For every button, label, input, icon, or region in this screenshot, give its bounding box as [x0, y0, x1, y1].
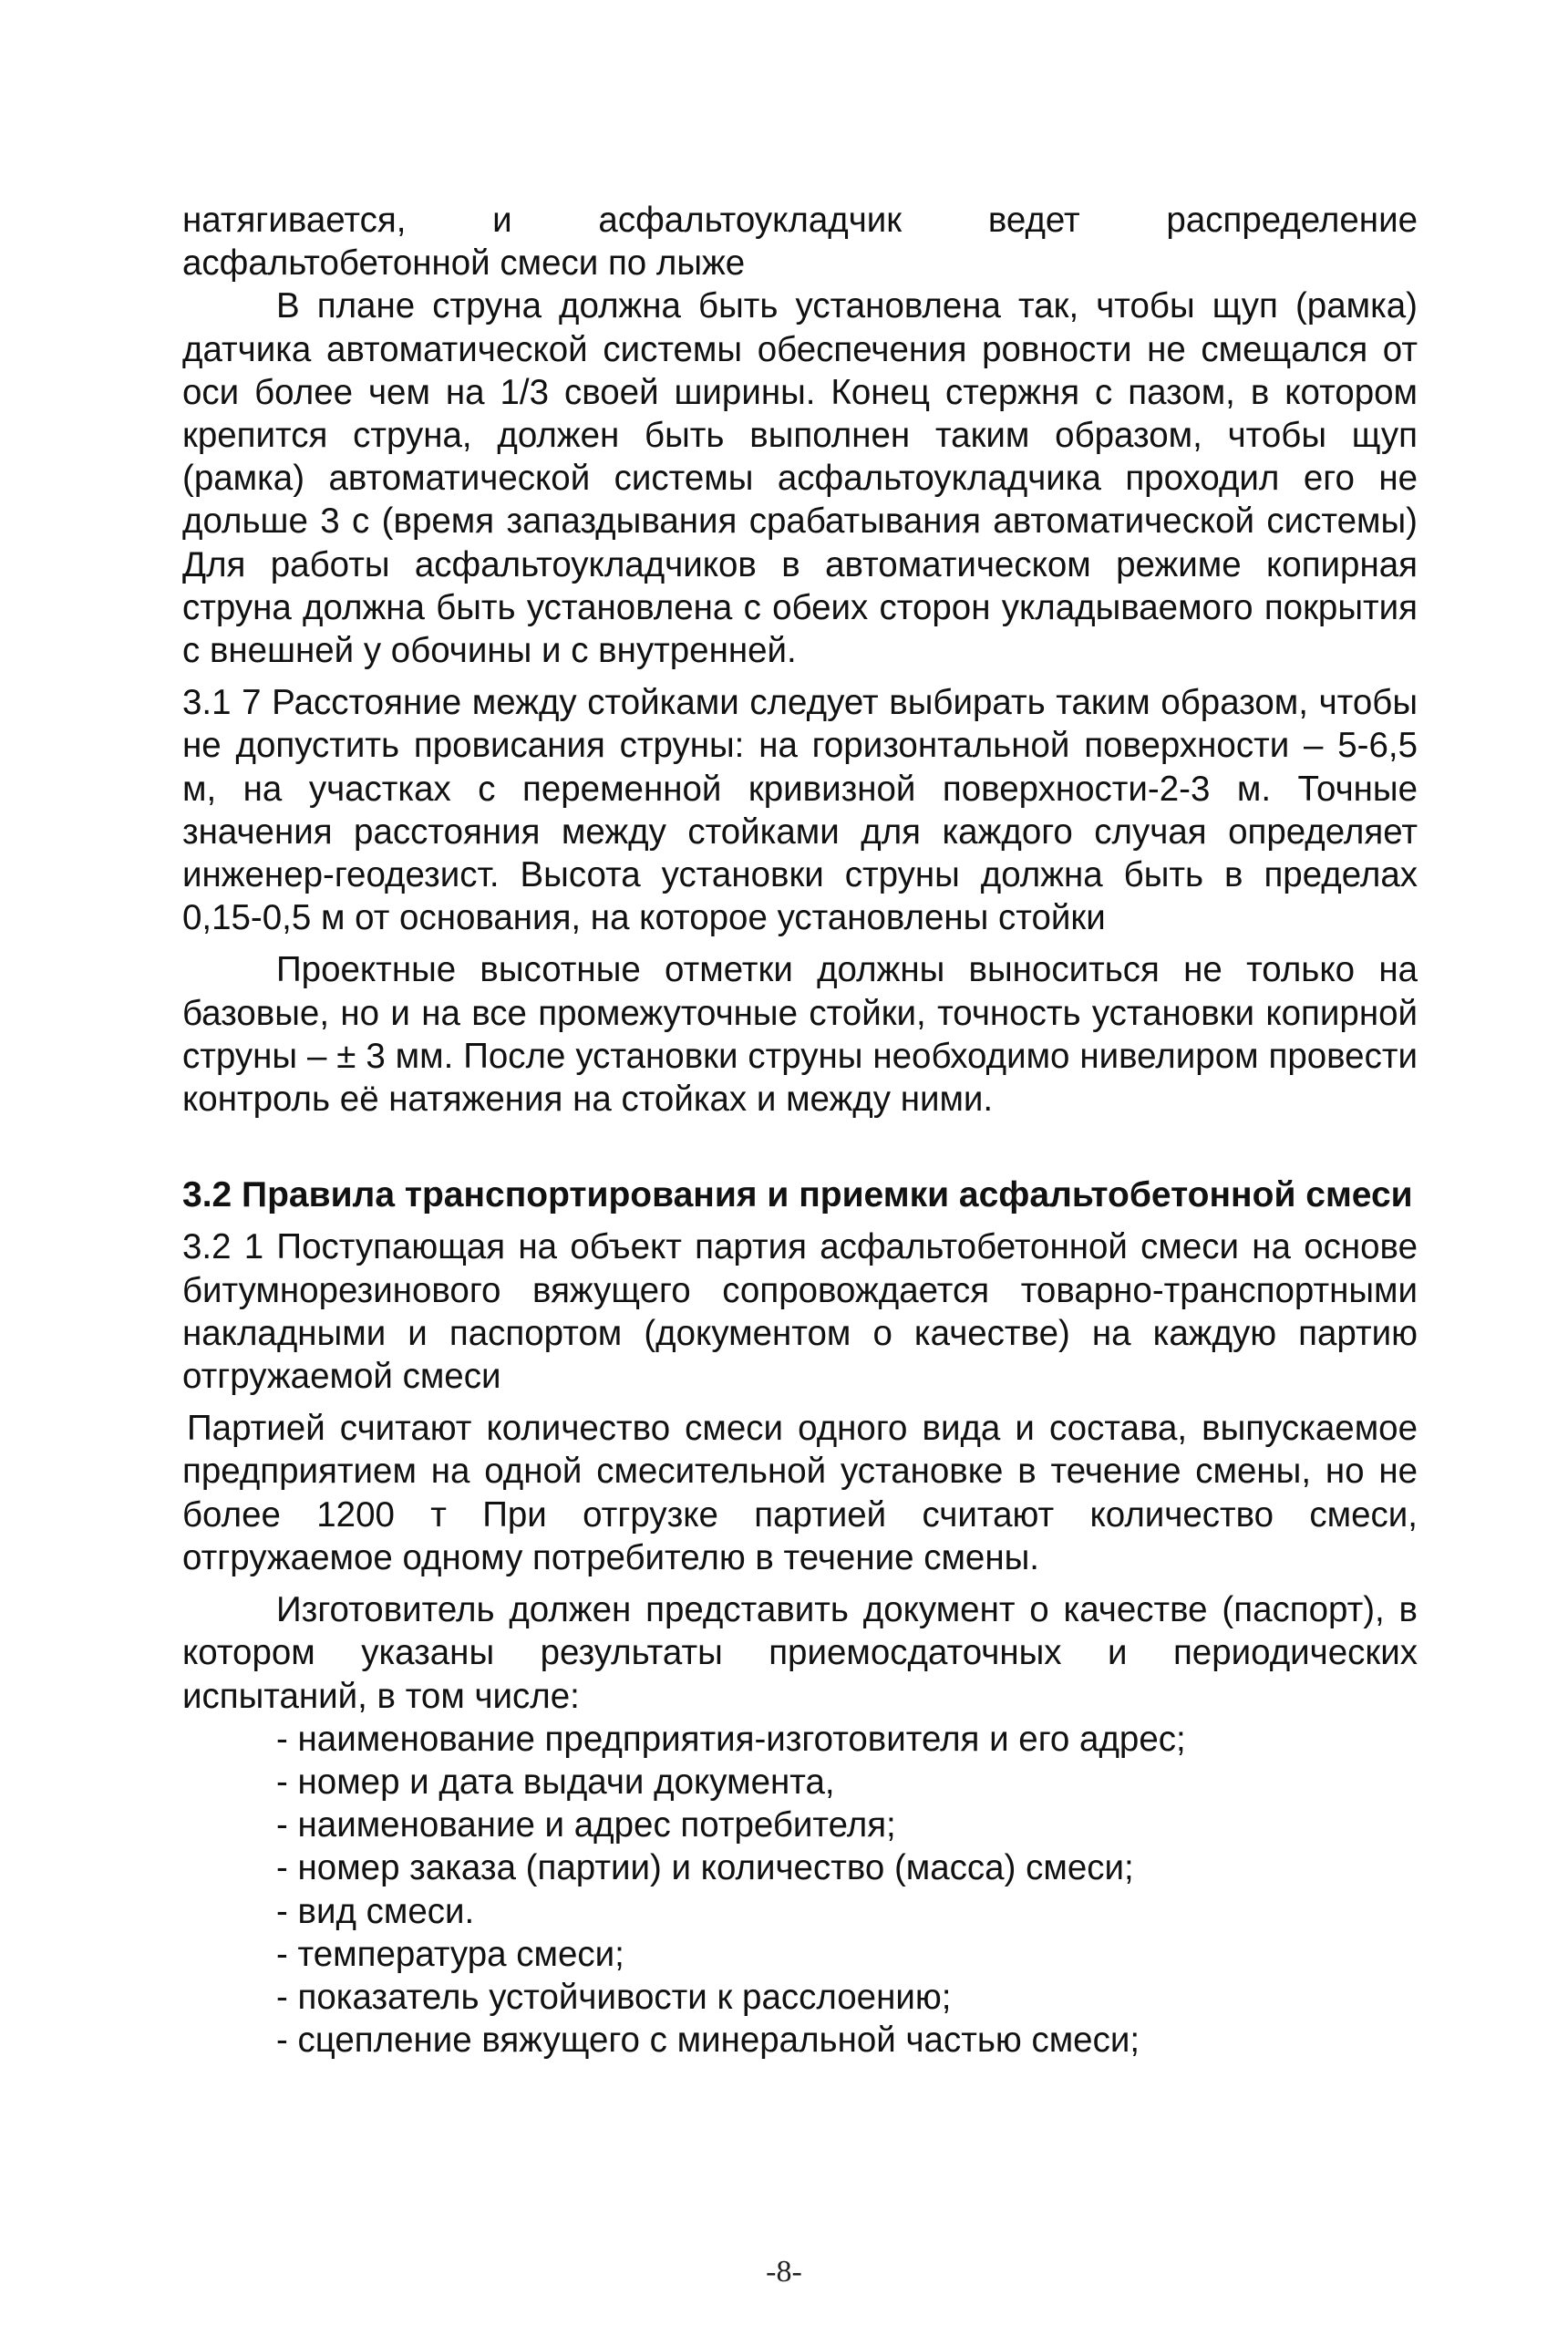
paragraph-string-placement: В плане струна должна быть установлена так, чтобы щуп (рамка) датчика автоматической системы обеспечения ровности не смещался от оси более чем на 1/3 своей ширины. Конец стержня с пазом, в котором крепится струна, должен быть выполнен таким образом, чтобы щуп (рамка) автоматической системы асфальтоукладчика проходил его не дольше 3 с (время запаздывания срабатывания автоматической системы) Для работы асфальтоукладчиков в автоматическом режиме копирная струна должна быть установлена с обеих сторон укладываемого покрытия с внешней у обочины и с внутренней. [182, 286, 1418, 671]
paragraph-quality-document: Изготовитель должен представить документ о качестве (паспорт), в котором указаны результаты приемосдаточных и периодических испытаний, в том числе: [182, 1590, 1418, 1716]
list-item: - сцепление вяжущего с минеральной частью смеси; [276, 2021, 1140, 2061]
paragraph-continuation: натягивается, и асфальтоукладчик ведет распределение асфальтобетонной смеси по лыже [182, 201, 1418, 284]
paragraph-3-2-1: 3.2 1 Поступающая на объект партия асфальтобетонной смеси на основе битумнорезинового вяжущего сопровождается товарно-транспортными накладными и паспортом (документом о качестве) на каждую партию отгружаемой смеси [182, 1227, 1418, 1397]
section-heading-3-2: 3.2 Правила транспортирования и приемки асфальтобетонной смеси [182, 1175, 1413, 1215]
page-body [182, 199, 1418, 2062]
list-item: - показатель устойчивости к расслоению; [276, 1977, 952, 2017]
list-item: - вид смеси. [276, 1891, 475, 1931]
list-item: - номер заказа (партии) и количество (масса) смеси; [276, 1848, 1134, 1888]
paragraph-3-1-7: 3.1 7 Расстояние между стойками следует выбирать таким образом, чтобы не допустить провисания струны: на горизонтальной поверхности – 5-6,5 м, на участках с переменной кривизной поверхности-2-3 м. Точные значения расстояния между стойками для каждого случая определяет инженер-геодезист. Высота установки струны должна быть в пределах 0,15-0,5 м от основания, на которое установлены стойки [182, 683, 1418, 938]
paragraph-design-marks: Проектные высотные отметки должны выноситься не только на базовые, но и на все промежуточные стойки, точность установки копирной струны – ± 3 мм. После установки струны необходимо нивелиром провести контроль её натяжения на стойках и между ними. [182, 950, 1418, 1120]
list-item: - температура смеси; [276, 1934, 624, 1974]
list-item: - наименование и адрес потребителя; [276, 1805, 896, 1845]
passport-requirements-list [182, 1718, 1418, 2062]
paragraph-batch-definition: Партией считают количество смеси одного вида и состава, выпускаемое предприятием на одной смесительной установке в течение смены, но не более 1200 т При отгрузке партией считают количество смеси, отгружаемое одному потребителю в течение смены. [182, 1409, 1418, 1577]
list-item: - номер и дата выдачи документа, [276, 1762, 835, 1802]
list-item: - наименование предприятия-изготовителя и его адрес; [276, 1719, 1186, 1759]
page-number: -8- [766, 2255, 802, 2289]
